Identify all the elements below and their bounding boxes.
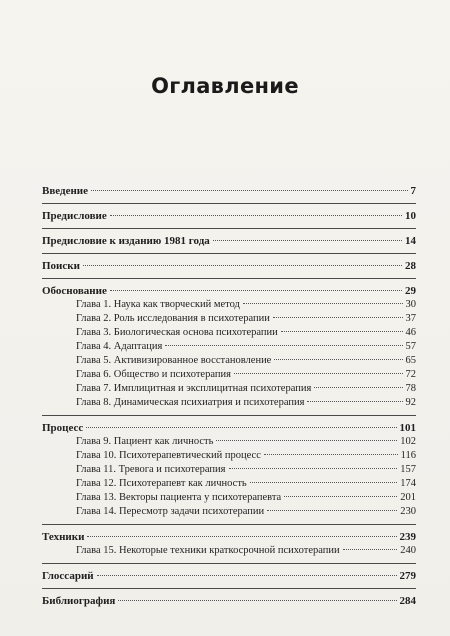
toc-page-number: 284: [399, 595, 416, 607]
toc-chapter-entry: [42, 544, 416, 558]
toc-page-number: 157: [400, 464, 416, 475]
dot-leader: [213, 240, 402, 241]
toc-page-number: 72: [405, 369, 416, 380]
toc-page-number: 174: [400, 478, 416, 489]
dot-leader: [243, 303, 403, 304]
section-divider: [42, 253, 416, 254]
dot-leader: [97, 575, 397, 576]
dot-leader: [110, 215, 402, 216]
toc-chapter-entry: [42, 463, 416, 477]
dot-leader: [281, 331, 403, 332]
dot-leader: [307, 401, 402, 402]
dot-leader: [314, 387, 402, 388]
dot-leader: [91, 190, 407, 191]
section-divider: [42, 228, 416, 229]
toc-page-number: 7: [410, 185, 416, 197]
toc-chapter-entry: [42, 326, 416, 340]
toc-chapter-entry: [42, 449, 416, 463]
toc-section-entry: [42, 530, 416, 544]
toc-chapter-entry: [42, 368, 416, 382]
toc-entry-title: Глоссарий: [42, 570, 94, 582]
toc-entry-title: Глава 6. Общество и психотерапия: [76, 369, 231, 380]
toc-entry-title: Введение: [42, 185, 89, 197]
toc-entry-title: Глава 13. Векторы пациента у психотерапевта: [76, 492, 282, 503]
toc-chapter-entry: [42, 312, 416, 326]
dot-leader: [264, 454, 398, 455]
toc-entry-title: Глава 9. Пациент как личность: [76, 436, 214, 447]
toc-entry-title: Глава 4. Адаптация: [76, 341, 163, 352]
toc-chapter-entry: [42, 396, 416, 410]
dot-leader: [118, 600, 396, 601]
toc-chapter-entry: [42, 477, 416, 491]
toc-entry-title: Процесс: [42, 422, 84, 434]
section-divider: [42, 588, 416, 589]
toc-page-number: 92: [405, 397, 416, 408]
toc-page-number: 57: [405, 341, 416, 352]
page-title: Оглавление: [151, 74, 299, 98]
toc-page-number: 14: [405, 235, 416, 247]
toc-entry-title: Глава 3. Биологическая основа психотерапии: [76, 327, 278, 338]
dot-leader: [216, 440, 397, 441]
toc-section-entry: [42, 209, 416, 223]
toc-entry-title: Глава 8. Динамическая психиатрия и психотерапия: [76, 397, 305, 408]
toc-section-entry: [42, 569, 416, 583]
toc-entry-title: Глава 12. Психотерапевт как личность: [76, 478, 247, 489]
toc-entry-title: Глава 11. Тревога и психотерапия: [76, 464, 226, 475]
toc-chapter-entry: [42, 354, 416, 368]
dot-leader: [165, 345, 402, 346]
toc-entry-title: Глава 1. Наука как творческий метод: [76, 299, 240, 310]
toc-page-number: 239: [399, 531, 416, 543]
toc-section-entry: [42, 184, 416, 198]
toc-section-entry: [42, 421, 416, 435]
dot-leader: [267, 510, 397, 511]
toc-section-entry: [42, 234, 416, 248]
dot-leader: [284, 496, 397, 497]
toc-entry-title: Предисловие к изданию 1981 года: [42, 235, 210, 247]
toc-page-number: 116: [400, 450, 416, 461]
section-divider: [42, 563, 416, 564]
toc-page-number: 28: [405, 260, 416, 272]
toc-entry-title: Обоснование: [42, 285, 107, 297]
toc-page-number: 65: [405, 355, 416, 366]
dot-leader: [343, 549, 398, 550]
toc-page-number: 46: [405, 327, 416, 338]
dot-leader: [110, 290, 402, 291]
toc-page-number: 10: [405, 210, 416, 222]
toc-entry-title: Глава 5. Активизированное восстановление: [76, 355, 272, 366]
section-divider: [42, 415, 416, 416]
toc-entry-title: Техники: [42, 531, 85, 543]
toc-entry-title: Предисловие: [42, 210, 107, 222]
toc-entry-title: Библиография: [42, 595, 116, 607]
toc-section-entry: [42, 594, 416, 608]
dot-leader: [229, 468, 398, 469]
dot-leader: [273, 317, 403, 318]
section-divider: [42, 278, 416, 279]
toc-section-entry: [42, 284, 416, 298]
toc-chapter-entry: [42, 491, 416, 505]
toc-chapter-entry: [42, 382, 416, 396]
toc-entry-title: Глава 14. Пересмотр задачи психотерапии: [76, 506, 265, 517]
dot-leader: [86, 427, 396, 428]
toc-entry-title: Глава 2. Роль исследования в психотерапии: [76, 313, 270, 324]
toc-page-number: 240: [400, 545, 416, 556]
toc-entry-title: Глава 7. Имплицитная и эксплицитная психотерапия: [76, 383, 312, 394]
section-divider: [42, 524, 416, 525]
toc-page-number: 37: [405, 313, 416, 324]
toc-page-number: 101: [399, 422, 416, 434]
dot-leader: [250, 482, 398, 483]
toc-entry-title: Глава 15. Некоторые техники краткосрочной психотерапии: [76, 545, 340, 556]
toc-chapter-entry: [42, 298, 416, 312]
toc-page-number: 230: [400, 506, 416, 517]
toc-chapter-entry: [42, 505, 416, 519]
dot-leader: [87, 536, 396, 537]
toc-page-number: 201: [400, 492, 416, 503]
table-of-contents: [42, 184, 416, 608]
toc-entry-title: Глава 10. Психотерапевтический процесс: [76, 450, 261, 461]
toc-entry-title: Поиски: [42, 260, 80, 272]
toc-page-number: 78: [405, 383, 416, 394]
dot-leader: [274, 359, 402, 360]
toc-section-entry: [42, 259, 416, 273]
section-divider: [42, 203, 416, 204]
toc-chapter-entry: [42, 435, 416, 449]
toc-chapter-entry: [42, 340, 416, 354]
toc-page-number: 30: [405, 299, 416, 310]
dot-leader: [234, 373, 403, 374]
toc-page-number: 279: [399, 570, 416, 582]
toc-page-number: 102: [400, 436, 416, 447]
toc-page-number: 29: [405, 285, 416, 297]
dot-leader: [83, 265, 402, 266]
